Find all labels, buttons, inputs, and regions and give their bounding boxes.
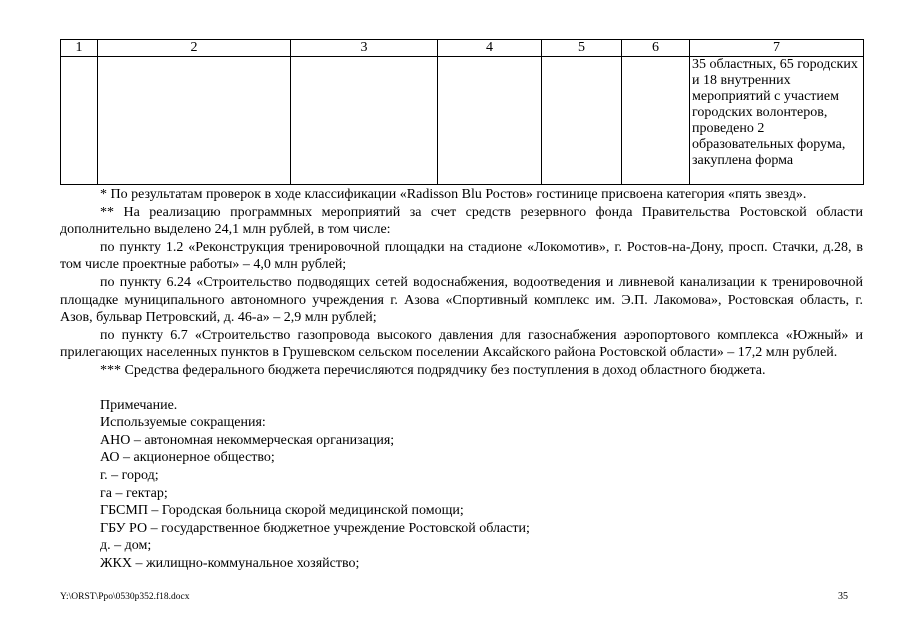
abbreviations-heading: Используемые сокращения: [100, 415, 266, 431]
table-cell [622, 57, 690, 185]
column-number-3: 3 [291, 40, 438, 57]
abbreviation-item: ГБУ РО – государственное бюджетное учреждение Ростовской области; [100, 520, 530, 536]
table-header-row [61, 40, 864, 57]
abbreviation-item: ГБСМП – Городская больница скорой медицинской помощи; [100, 503, 464, 519]
abbreviation-item: д. – дом; [100, 538, 152, 554]
table-row [61, 57, 864, 185]
table-cell-result: 35 областных, 65 городских и 18 внутренних мероприятий с участием городских волонтеров, проведено 2 образовательных форума, закуплена форма [690, 57, 864, 185]
column-number-2: 2 [98, 40, 291, 57]
footnote-reserve-fund: ** На реализацию программных мероприятий за счет средств резервного фонда Правительства Ростовской области дополнительно выделено 24,1 млн рублей, в том числе: [60, 204, 863, 238]
abbreviation-item: га – гектар; [100, 485, 168, 501]
table-cell [438, 57, 542, 185]
column-number-6: 6 [622, 40, 690, 57]
footnotes-section [60, 186, 863, 572]
data-table [60, 39, 864, 185]
footnote-classification: * По результатам проверок в ходе классификации «Radisson Blu Ростов» гостинице присвоена категория «пять звезд». [100, 187, 807, 202]
page-number: 35 [838, 591, 848, 602]
column-number-1: 1 [61, 40, 98, 57]
spacer [60, 380, 863, 397]
footnote-item-1-2: по пункту 1.2 «Реконструкция тренировочной площадки на стадионе «Локомотив», г. Ростов-на-Дону, просп. Стачки, д.28, в том числе проектные работы» – 4,0 млн рублей; [60, 239, 863, 273]
footnote-item-6-7: по пункту 6.7 «Строительство газопровода высокого давления для газоснабжения аэропортового комплекса «Южный» и прилегающих населенных пунктов в Грушевском сельском поселении Аксайского района Ростовской области» – 17,2 млн рублей. [60, 327, 863, 361]
footnote-federal-budget: *** Средства федерального бюджета перечисляются подрядчику без поступления в доход областного бюджета. [100, 362, 766, 378]
column-number-7: 7 [690, 40, 864, 57]
abbreviation-item: ЖКХ – жилищно-коммунальное хозяйство; [100, 555, 360, 571]
table-cell [542, 57, 622, 185]
file-path-footer: Y:\ORST\Ppo\0530p352.f18.docx [60, 592, 190, 602]
note-label: Примечание. [100, 397, 178, 413]
abbreviation-item: г. – город; [100, 467, 159, 483]
table-cell [98, 57, 291, 185]
table-cell [291, 57, 438, 185]
abbreviation-item: АНО – автономная некоммерческая организация; [100, 432, 395, 448]
table-cell [61, 57, 98, 185]
abbreviation-item: АО – акционерное общество; [100, 450, 275, 466]
column-number-4: 4 [438, 40, 542, 57]
footnote-item-6-24: по пункту 6.24 «Строительство подводящих сетей водоснабжения, водоотведения и ливневой канализации к тренировочной площадке муниципального автономного учреждения г. Азова «Спортивный комплекс им. Э.П. Лакомова», Ростовская область, г. Азов, бульвар Петровский, д. 46-а» – 2,9 млн рублей; [60, 274, 863, 326]
column-number-5: 5 [542, 40, 622, 57]
